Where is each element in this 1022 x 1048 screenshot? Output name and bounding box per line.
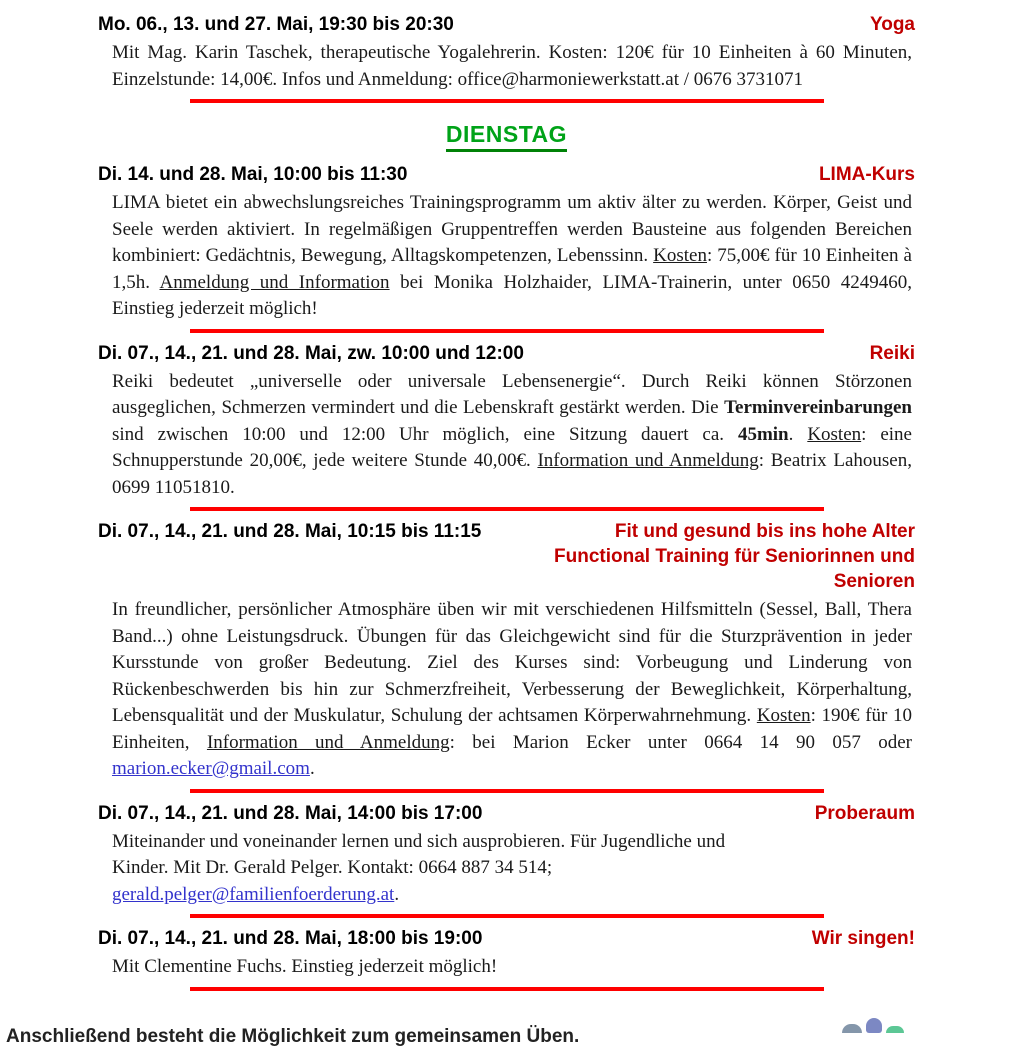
day-heading: DIENSTAG <box>446 121 567 152</box>
text-segment: 45min <box>737 423 789 445</box>
event-date: Mo. 06., 13. und 27. Mai, 19:30 bis 20:30 <box>98 14 454 35</box>
text-segment: In freundlicher, persönlicher Atmosphäre üben wir mit verschiedenen Hilfsmitteln (Sessel, Ball, Thera Band...) ohne Leistungsdruck. Übungen für das Gleichgewicht sind für die Sturzprävention in jeder Kursstunde von großer Bedeutung. Ziel des Kurses sind: Vorbeugung und Linderung von Rückenbeschwerden bis hin zur Schmerzfreiheit, Verbesserung der Beweglichkeit, Körperhaltung, Lebensqualität und der Muskulatur, Schulung der achtsamen Körperwahrnehmung. <box>112 599 912 726</box>
event-title <box>870 341 915 366</box>
logo-figure-right-icon <box>886 1026 904 1033</box>
event-title <box>812 926 915 951</box>
text-segment: Information und Anmeldung <box>206 731 450 753</box>
organization-logo <box>842 1018 908 1033</box>
event-date: Di. 07., 14., 21. und 28. Mai, zw. 10:00 und 12:00 <box>98 342 524 364</box>
event-title <box>870 12 915 37</box>
event-date: Di. 07., 14., 21. und 28. Mai, 10:15 bis 11:15 <box>98 521 482 542</box>
event-title-line1: LIMA-Kurs <box>818 164 915 185</box>
event-description <box>112 369 912 502</box>
text-segment: Mit Clementine Fuchs. Einstieg jederzeit möglich! <box>112 956 498 977</box>
red-divider-rule <box>190 914 824 918</box>
text-segment: sind zwischen 10:00 und 12:00 Uhr möglich, eine Sitzung dauert ca. <box>112 423 738 445</box>
text-segment: Kosten <box>653 245 707 266</box>
event-title-line1: Fit und gesund bis ins hohe Alter <box>614 521 915 542</box>
text-segment: Information und Anmeldung <box>537 450 759 471</box>
event-header <box>98 341 915 366</box>
event-section-functional-training <box>98 519 915 793</box>
event-description <box>112 829 912 909</box>
red-divider-rule <box>190 507 824 511</box>
text-segment: Reiki bedeutet „universelle oder universale Lebensenergie“. Durch Reiki können Störzonen ausgeglichen, Schmerzen vermindert und die Lebenskraft gestärkt werden. Die <box>112 370 912 418</box>
email-link[interactable]: gerald.pelger@familienfoerderung.at <box>112 883 395 905</box>
text-segment: Anmeldung und Information <box>159 271 390 293</box>
text-segment: Terminvereinbarungen <box>724 397 912 418</box>
event-title-line1: Yoga <box>869 14 915 35</box>
event-title-line1: Reiki <box>869 342 915 364</box>
event-section-yoga <box>98 12 915 103</box>
event-header <box>98 801 915 826</box>
event-date: Di. 07., 14., 21. und 28. Mai, 14:00 bis 17:00 <box>98 802 483 824</box>
event-title <box>819 162 915 187</box>
text-segment: Kosten <box>807 423 862 445</box>
red-divider-rule <box>190 329 824 333</box>
text-segment: Kinder. Mit Dr. Gerald Pelger. Kontakt: 0664 887 34 514; <box>112 857 553 878</box>
event-section-proberaum <box>98 801 915 919</box>
event-header <box>98 519 915 594</box>
event-header <box>98 926 915 951</box>
event-title <box>493 519 915 594</box>
event-header <box>98 12 915 37</box>
logo-figure-left-icon <box>842 1024 862 1033</box>
text-segment: : 190€ für 10 Einheiten, <box>112 705 912 753</box>
text-segment: : eine Schnupperstunde 20,00€, jede weitere Stunde 40,00€. <box>112 423 912 471</box>
event-description <box>112 40 912 93</box>
red-divider-rule <box>190 987 824 991</box>
event-title <box>815 801 915 826</box>
text-segment: LIMA bietet ein abwechslungsreiches Trainingsprogramm um aktiv älter zu werden. Körper, Geist und Seele werden aktiviert. In regelmäßigen Gruppentreffen werden Bausteine aus folgenden Bereichen kombiniert: Gedächtnis, Bewegung, Alltagskompetenzen, Lebenssinn. <box>112 192 912 266</box>
event-section-reiki <box>98 341 915 512</box>
event-date: Di. 14. und 28. Mai, 10:00 bis 11:30 <box>98 164 408 185</box>
text-segment: . <box>394 883 400 905</box>
event-section-wir-singen <box>98 926 915 991</box>
event-title-line2: Functional Training für Seniorinnen und Senioren <box>554 546 915 592</box>
red-divider-rule <box>190 99 824 103</box>
text-segment: . <box>788 423 808 445</box>
logo-figure-middle-icon <box>866 1018 882 1033</box>
event-title-line1: Proberaum <box>814 802 915 824</box>
event-header <box>98 162 915 187</box>
text-segment: . <box>309 758 315 779</box>
text-segment: Kosten <box>756 705 811 726</box>
event-date: Di. 07., 14., 21. und 28. Mai, 18:00 bis 19:00 <box>98 928 483 949</box>
text-segment: : bei Marion Ecker unter 0664 14 90 057 oder <box>449 731 912 753</box>
day-heading-wrap <box>98 121 915 152</box>
text-segment: Miteinander und voneinander lernen und sich ausprobieren. Für Jugendliche und <box>112 830 726 852</box>
text-segment: : 75,00€ für 10 Einheiten à 1,5h. <box>112 245 912 293</box>
event-section-lima <box>98 162 915 333</box>
event-description <box>112 954 912 981</box>
cutoff-text: Anschließend besteht die Möglichkeit zum gemeinsamen Üben. <box>6 1026 580 1047</box>
text-segment: bei Monika Holzhaider, LIMA-Trainerin, unter 0650 4249460, Einstieg jederzeit möglich! <box>112 271 913 319</box>
event-description <box>112 597 912 783</box>
event-description <box>112 190 912 323</box>
red-divider-rule <box>190 789 824 793</box>
text-segment: Mit Mag. Karin Taschek, therapeutische Yogalehrerin. Kosten: 120€ für 10 Einheiten à 60 Minuten, Einzelstunde: 14,00€. Infos und Anmeldung: office@harmoniewerkstatt.at / 0676 3731071 <box>112 42 912 90</box>
email-link[interactable]: marion.ecker@gmail.com <box>112 758 310 779</box>
cutoff-text-line <box>6 1026 580 1047</box>
text-segment: : Beatrix Lahousen, 0699 11051810. <box>112 450 912 498</box>
event-title-line1: Wir singen! <box>811 928 915 949</box>
